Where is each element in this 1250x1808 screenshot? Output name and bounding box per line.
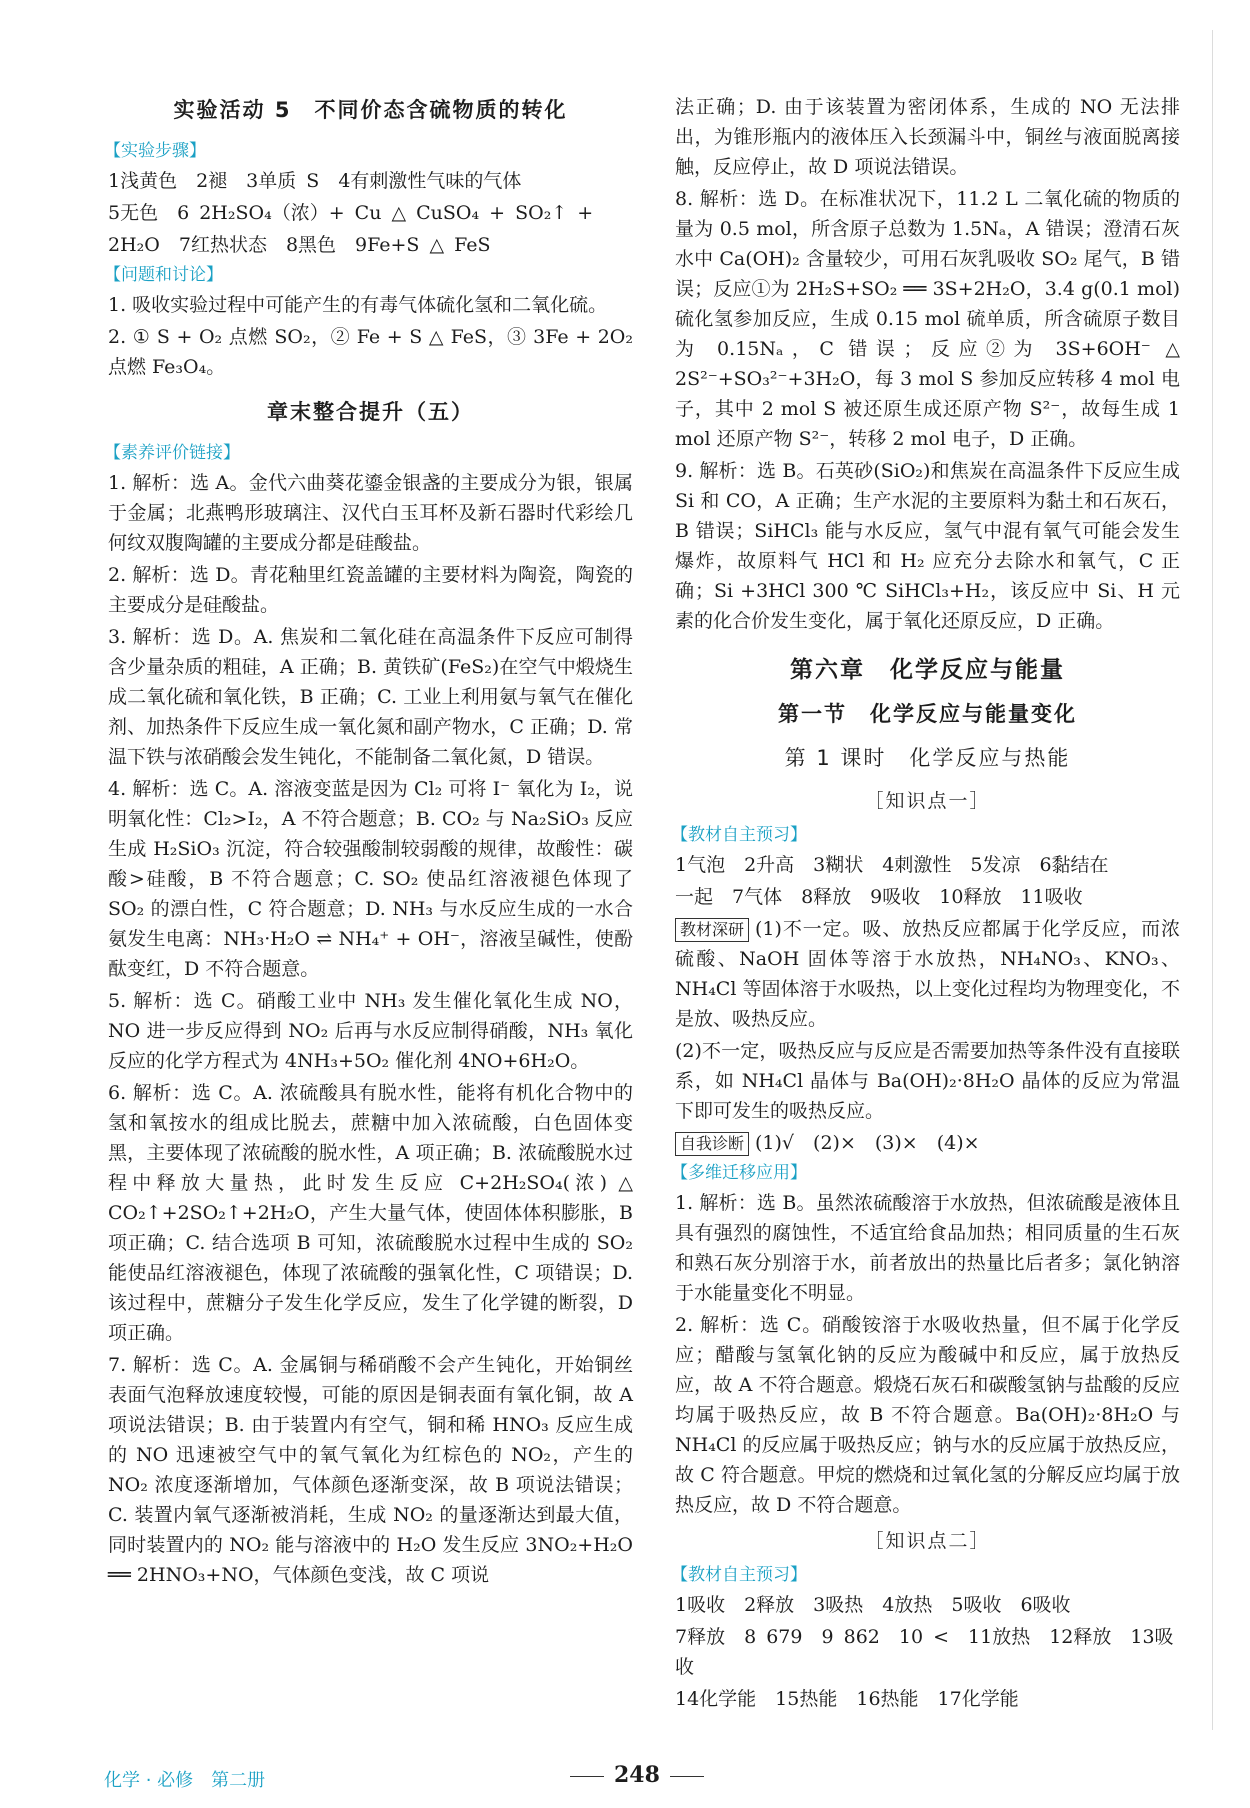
multi-answer-1: 1. 解析：选 B。虽然浓硫酸溶于水放热，但浓硫酸是液体且具有强烈的腐蚀性，不适宜给食品加热；相同质量的生石灰和熟石灰分别溶于水，前者放出的热量比后者多；氯化钠溶于水能量变化不明显。	[675, 1192, 1180, 1304]
steps-row-2: 5无色 6 2H₂SO₄（浓）+ Cu △ CuSO₄ + SO₂↑ +	[108, 202, 594, 224]
kp1-row-2: 一起 7气体 8释放 9吸收 10释放 11吸收	[675, 886, 1083, 908]
kp1-row-1: 1气泡 2升高 3糊状 4刺激性 5发凉 6黏结在	[675, 854, 1109, 876]
chapter-title: 第六章 化学反应与能量	[790, 657, 1065, 683]
kp2-row-1: 1吸收 2释放 3吸热 4放热 5吸收 6吸收	[675, 1594, 1071, 1616]
section-title: 第一节 化学反应与能量变化	[778, 702, 1077, 726]
experiment-title: 实验活动 5 不同价态含硫物质的转化	[173, 98, 568, 122]
answer-4: 4. 解析：选 C。A. 溶液变蓝是因为 Cl₂ 可将 I⁻ 氧化为 I₂，说明氧化性：Cl₂>I₂，A 不符合题意；B. CO₂ 与 Na₂SiO₃ 反应生成 H₂SiO₃ 沉淀，符合较强酸制较弱酸的规律，故酸性：碳酸>硅酸，B 不符合题意；C. SO₂ 使品红溶液褪色体现了 SO₂ 的漂白性，C 符合题意；D. NH₃ 与水反应生成的一水合氨发生电离：NH₃·H₂O ⇌ NH₄⁺ + OH⁻，溶液呈碱性，使酚酞变红，D 不符合题意。	[108, 778, 633, 980]
kp2-row-2: 7释放 8 679 9 862 10 < 11放热 12释放 13吸收	[675, 1626, 1174, 1678]
knowledge-point-1: ［知识点一］	[864, 790, 991, 812]
multi-tag: 【多维迁移应用】	[671, 1163, 807, 1183]
steps-row-1: 1浅黄色 2褪 3单质 S 4有刺激性气味的气体	[108, 170, 522, 192]
page-dash-right	[670, 1776, 704, 1777]
right-column	[671, 92, 1180, 1716]
self-check	[675, 1128, 1180, 1158]
lesson-title: 第 1 课时 化学反应与热能	[784, 746, 1071, 770]
deep-study-2: (2)不一定，吸热反应与反应是否需要加热等条件没有直接联系，如 NH₄Cl 晶体与 Ba(OH)₂·8H₂O 晶体的反应为常温下即可发生的吸热反应。	[675, 1040, 1180, 1122]
eval-tag: 【素养评价链接】	[104, 443, 240, 463]
book-label: 化学 · 必修 第二册	[104, 1770, 266, 1791]
page-edge-line	[1212, 30, 1213, 1730]
answer-9: 9. 解析：选 B。石英砂(SiO₂)和焦炭在高温条件下反应生成 Si 和 CO，A 正确；生产水泥的主要原料为黏土和石灰石，B 错误；SiHCl₃ 能与水反应，氢气中混有氧气可能会发生爆炸，故原料气 HCl 和 H₂ 应充分去除水和氧气，C 正确；Si +3HCl 300 ℃ SiHCl₃+H₂，该反应中 Si、H 元素的化合价发生变化，属于氧化还原反应，D 正确。	[675, 460, 1180, 632]
deep-study-tag: 教材深研	[675, 918, 749, 942]
answer-7: 7. 解析：选 C。A. 金属铜与稀硝酸不会产生钝化，开始铜丝表面气泡释放速度较慢，可能的原因是铜表面有氧化铜，故 A 项说法错误；B. 由于装置内有空气，铜和稀 HNO₃ 反应生成的 NO 迅速被空气中的氧气氧化为红棕色的 NO₂，产生的 NO₂ 浓度逐渐增加，气体颜色逐渐变深，故 B 项说法错误；C. 装置内氧气逐渐被消耗，生成 NO₂ 的量逐渐达到最大值，同时装置内的 NO₂ 能与溶液中的 H₂O 发生反应 3NO₂+H₂O ══ 2HNO₃+NO，气体颜色变浅，故 C 项说	[108, 1354, 633, 1586]
steps-tag: 【实验步骤】	[104, 141, 206, 161]
discuss-tag: 【问题和讨论】	[104, 265, 223, 285]
deep-study-text-1: (1)不一定。吸、放热反应都属于化学反应，而浓硫酸、NaOH 固体等溶于水放热，NH₄NO₃、KNO₃、NH₄Cl 等固体溶于水吸热，以上变化过程均为物理变化，不是放、吸热反应。	[675, 918, 1180, 1030]
answer-2: 2. 解析：选 D。青花釉里红瓷盖罐的主要材料为陶瓷，陶瓷的主要成分是硅酸盐。	[108, 564, 633, 616]
deep-study-1	[675, 914, 1180, 1034]
answer-7-continued: 法正确；D. 由于该装置为密闭体系，生成的 NO 无法排出，为锥形瓶内的液体压入长颈漏斗中，铜丝与液面脱离接触，反应停止，故 D 项说法错误。	[675, 96, 1180, 178]
self-check-tag: 自我诊断	[675, 1132, 749, 1156]
answer-5: 5. 解析：选 C。硝酸工业中 NH₃ 发生催化氧化生成 NO，NO 进一步反应得到 NO₂ 后再与水反应制得硝酸，NH₃ 氧化反应的化学方程式为 4NH₃+5O₂ 催化剂 4NO+6H₂O。	[108, 990, 633, 1072]
kp2-row-3: 14化学能 15热能 16热能 17化学能	[675, 1688, 1019, 1710]
discuss-item-1: 1. 吸收实验过程中可能产生的有毒气体硫化氢和二氧化硫。	[108, 294, 608, 316]
discuss-item-2: 2. ① S + O₂ 点燃 SO₂，② Fe + S △ FeS，③ 3Fe + 2O₂ 点燃 Fe₃O₄。	[108, 326, 633, 378]
answer-8: 8. 解析：选 D。在标准状况下，11.2 L 二氧化硫的物质的量为 0.5 mol，所含原子总数为 1.5Nₐ，A 错误；澄清石灰水中 Ca(OH)₂ 含量较少，可用石灰乳吸收 SO₂ 尾气，B 错误；反应①为 2H₂S+SO₂ ══ 3S+2H₂O，3.4 g(0.1 mol)硫化氢参加反应，生成 0.15 mol 硫单质，所含硫原子数目为 0.15Nₐ，C 错误；反应②为 3S+6OH⁻ △ 2S²⁻+SO₃²⁻+3H₂O，每 3 mol S 参加反应转移 4 mol 电子，其中 2 mol S 被还原生成还原产物 S²⁻，故每生成 1 mol 还原产物 S²⁻，转移 2 mol 电子，D 正确。	[675, 188, 1180, 450]
answer-1: 1. 解析：选 A。金代六曲葵花鎏金银盏的主要成分为银，银属于金属；北燕鸭形玻璃注、汉代白玉耳杯及新石器时代彩绘几何纹双腹陶罐的主要成分都是硅酸盐。	[108, 472, 633, 554]
knowledge-point-2: ［知识点二］	[864, 1530, 991, 1552]
self-check-text: (1)√ (2)× (3)× (4)×	[755, 1132, 980, 1154]
preview-tag-1: 【教材自主预习】	[671, 825, 807, 845]
left-column	[104, 92, 633, 1592]
answer-3: 3. 解析：选 D。A. 焦炭和二氧化硅在高温条件下反应可制得含少量杂质的粗硅，A 正确；B. 黄铁矿(FeS₂)在空气中煅烧生成二氧化硫和氧化铁，B 正确；C. 工业上利用氨与氧气在催化剂、加热条件下反应生成一氧化氮和副产物水，C 正确；D. 常温下铁与浓硝酸会发生钝化，不能制备二氧化氮，D 错误。	[108, 626, 633, 768]
answer-6: 6. 解析：选 C。A. 浓硫酸具有脱水性，能将有机化合物中的氢和氧按水的组成比脱去，蔗糖中加入浓硫酸，白色固体变黑，主要体现了浓硫酸的脱水性，A 项正确；B. 浓硫酸脱水过程中释放大量热，此时发生反应 C+2H₂SO₄(浓) △ CO₂↑+2SO₂↑+2H₂O，产生大量气体，使固体体积膨胀，B 项正确；C. 结合选项 B 可知，浓硫酸脱水过程中生成的 SO₂ 能使品红溶液褪色，体现了浓硫酸的强氧化性，C 项错误；D. 该过程中，蔗糖分子发生化学反应，发生了化学键的断裂，D 项正确。	[108, 1082, 633, 1344]
page-number-wrap	[560, 1760, 714, 1790]
chapter-end-title: 章末整合提升（五）	[267, 400, 474, 424]
steps-row-3: 2H₂O 7红热状态 8黑色 9Fe+S △ FeS	[108, 234, 491, 256]
page-number: 248	[614, 1762, 660, 1788]
preview-tag-2: 【教材自主预习】	[671, 1565, 807, 1585]
page-dash-left	[570, 1776, 604, 1777]
multi-answer-2: 2. 解析：选 C。硝酸铵溶于水吸收热量，但不属于化学反应；醋酸与氢氧化钠的反应为酸碱中和反应，属于放热反应，故 A 不符合题意。煅烧石灰石和碳酸氢钠与盐酸的反应均属于吸热反应，故 B 不符合题意。Ba(OH)₂·8H₂O 与 NH₄Cl 的反应属于吸热反应；钠与水的反应属于放热反应，故 C 符合题意。甲烷的燃烧和过氧化氢的分解反应均属于放热反应，故 D 不符合题意。	[675, 1314, 1180, 1516]
